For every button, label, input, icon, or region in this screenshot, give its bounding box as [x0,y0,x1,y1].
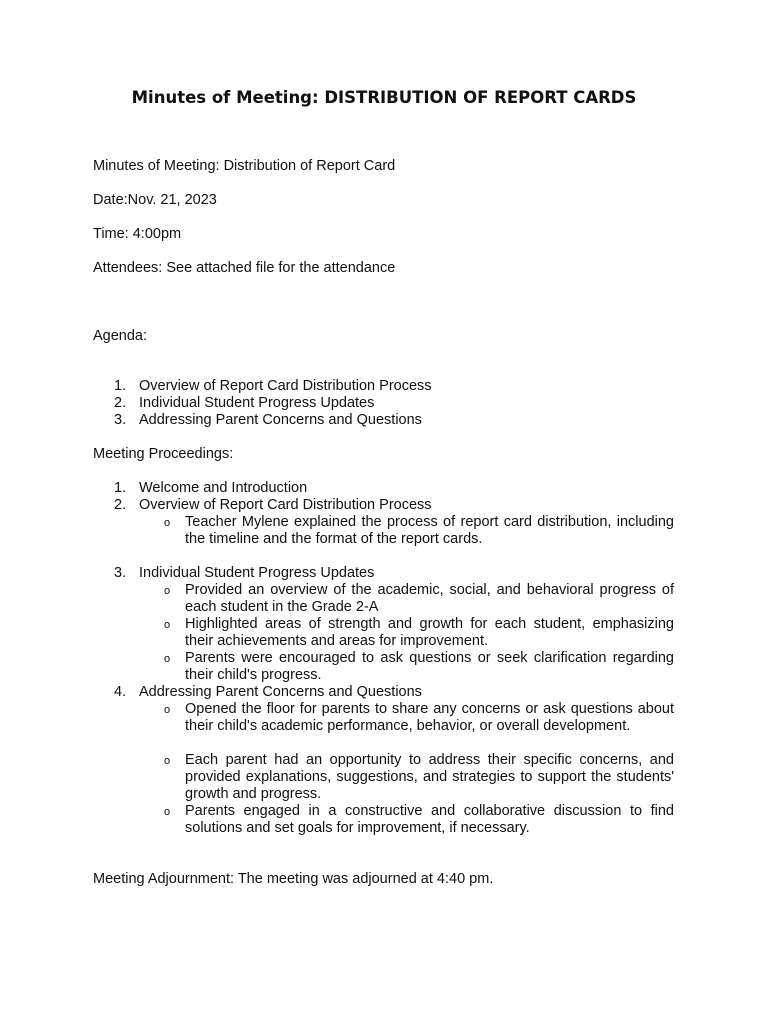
bullet-marker: o [164,755,171,767]
meeting-time: Time: 4:00pm [93,226,182,242]
agenda-item-number: 1. [114,378,127,394]
proceedings-item-number: 4. [114,684,127,700]
bullet-marker: o [164,619,171,631]
bullet-marker: o [164,585,171,597]
bullet-marker: o [164,653,171,665]
bullet-marker: o [164,704,171,716]
adjournment-line: Meeting Adjournment: The meeting was adjourned at 4:40 pm. [93,871,494,887]
proceedings-item-text: Addressing Parent Concerns and Questions [139,684,422,700]
header-line: Minutes of Meeting: Distribution of Report Card [93,158,396,174]
meeting-date: Date:Nov. 21, 2023 [93,192,217,208]
proceedings-item-number: 1. [114,480,127,496]
proceedings-item-text: Welcome and Introduction [139,480,308,496]
sub-bullet-text: Highlighted areas of strength and growth for each student, emphasizing their achievements and areas for improvement. [185,616,674,649]
sub-bullet-text: Provided an overview of the academic, social, and behavioral progress of each student in the Grade 2-A [185,582,674,615]
agenda-label: Agenda: [93,328,148,344]
sub-bullet-text: Each parent had an opportunity to address their specific concerns, and provided explanations, suggestions, and strategies to support the students' growth and progress. [185,752,674,802]
attendees-line: Attendees: See attached file for the attendance [93,260,396,276]
proceedings-item-number: 3. [114,565,127,581]
proceedings-label: Meeting Proceedings: [93,446,234,462]
proceedings-item-text: Individual Student Progress Updates [139,565,375,581]
agenda-item-number: 3. [114,412,127,428]
proceedings-item-text: Overview of Report Card Distribution Process [139,497,432,513]
document-title: Minutes of Meeting: DISTRIBUTION OF REPORT CARDS [131,88,637,107]
agenda-item-text: Overview of Report Card Distribution Process [139,378,432,394]
sub-bullet-text: Parents were encouraged to ask questions or seek clarification regarding their child's progress. [185,650,674,683]
agenda-item-text: Addressing Parent Concerns and Questions [139,412,422,428]
bullet-marker: o [164,806,171,818]
sub-bullet-text: Teacher Mylene explained the process of report card distribution, including the timeline and the format of the report cards. [185,514,674,547]
agenda-item-number: 2. [114,395,127,411]
bullet-marker: o [164,517,171,529]
sub-bullet-text: Parents engaged in a constructive and collaborative discussion to find solutions and set goals for improvement, if necessary. [185,803,674,836]
sub-bullet-text: Opened the floor for parents to share any concerns or ask questions about their child's academic performance, behavior, or overall development. [185,701,674,734]
agenda-item-text: Individual Student Progress Updates [139,395,375,411]
proceedings-item-number: 2. [114,497,127,513]
